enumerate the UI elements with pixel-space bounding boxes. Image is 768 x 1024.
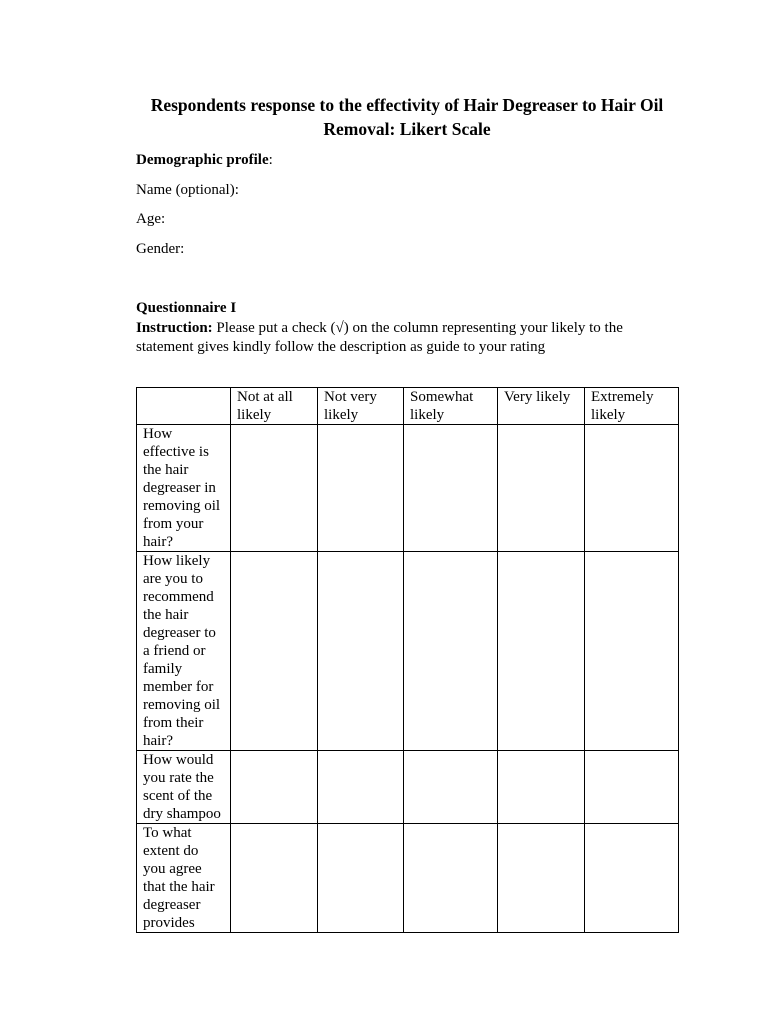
header-not-very-likely: Not very likely (318, 388, 404, 425)
question-cell: How likely are you to recommend the hair degreaser to a friend or family member for removing oil from their hair? (137, 552, 231, 751)
rating-cell-extremely-likely[interactable] (585, 824, 679, 933)
table-row (137, 425, 679, 552)
header-extremely-likely: Extremely likely (585, 388, 679, 425)
header-not-at-all-likely: Not at all likely (231, 388, 318, 425)
question-cell: To what extent do you agree that the hair degreaser provides (137, 824, 231, 933)
rating-cell-not-very-likely[interactable] (318, 425, 404, 552)
rating-cell-not-very-likely[interactable] (318, 751, 404, 824)
rating-cell-very-likely[interactable] (498, 751, 585, 824)
header-cell-empty (137, 388, 231, 425)
rating-cell-not-at-all-likely[interactable] (231, 751, 318, 824)
rating-cell-somewhat-likely[interactable] (404, 824, 498, 933)
header-very-likely: Very likely (498, 388, 585, 425)
table-row (137, 751, 679, 824)
questionnaire-heading: Questionnaire I (136, 300, 237, 316)
table-row (137, 824, 679, 933)
rating-cell-extremely-likely[interactable] (585, 425, 679, 552)
question-cell: How effective is the hair degreaser in removing oil from your hair? (137, 425, 231, 552)
rating-cell-extremely-likely[interactable] (585, 552, 679, 751)
rating-cell-not-very-likely[interactable] (318, 824, 404, 933)
demographic-heading-colon: : (268, 152, 273, 168)
header-somewhat-likely: Somewhat likely (404, 388, 498, 425)
table-header-row (137, 388, 679, 425)
rating-cell-not-at-all-likely[interactable] (231, 824, 318, 933)
age-label: Age: (136, 211, 166, 227)
rating-cell-not-at-all-likely[interactable] (231, 425, 318, 552)
question-cell: How would you rate the scent of the dry shampoo (137, 751, 231, 824)
rating-cell-not-very-likely[interactable] (318, 552, 404, 751)
instruction-paragraph (136, 319, 656, 357)
instruction-label: Instruction: (136, 320, 213, 336)
demographic-heading: Demographic profile (136, 152, 269, 168)
instruction-text: Please put a check (√) on the column representing your likely to the statement gives kindly follow the description as guide to your rating (136, 320, 623, 355)
likert-table (136, 387, 679, 933)
rating-cell-extremely-likely[interactable] (585, 751, 679, 824)
gender-label: Gender: (136, 241, 185, 257)
rating-cell-somewhat-likely[interactable] (404, 751, 498, 824)
rating-cell-somewhat-likely[interactable] (404, 425, 498, 552)
rating-cell-very-likely[interactable] (498, 425, 585, 552)
rating-cell-not-at-all-likely[interactable] (231, 552, 318, 751)
rating-cell-very-likely[interactable] (498, 824, 585, 933)
demographic-heading-line (136, 151, 273, 169)
rating-cell-very-likely[interactable] (498, 552, 585, 751)
document-title: Respondents response to the effectivity of Hair Degreaser to Hair Oil Removal: Likert Scale (150, 95, 664, 139)
name-label: Name (optional): (136, 182, 239, 198)
table-row (137, 552, 679, 751)
rating-cell-somewhat-likely[interactable] (404, 552, 498, 751)
